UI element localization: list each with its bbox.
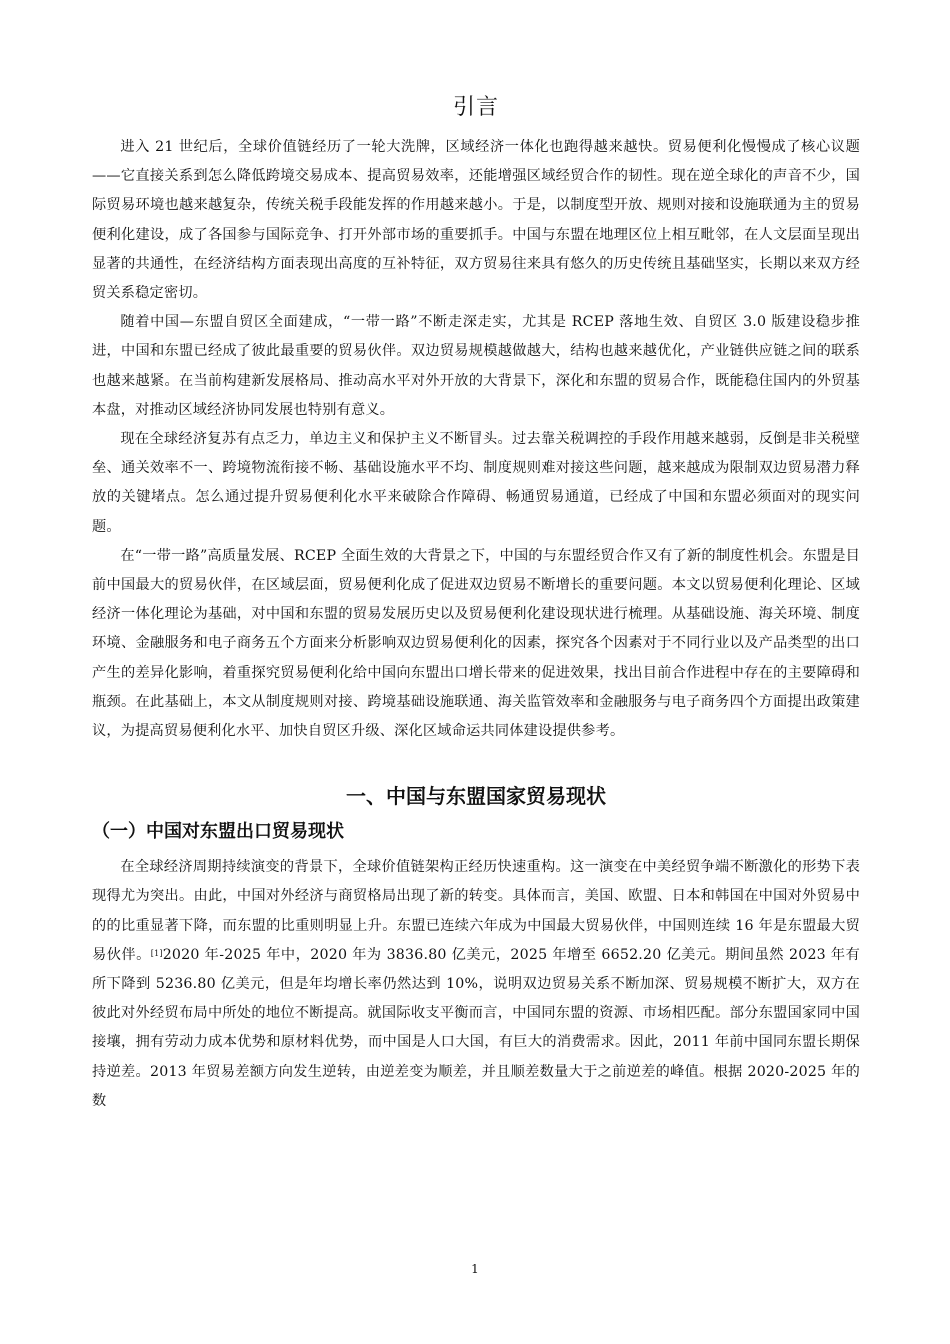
intro-paragraph-4: 在“一带一路”高质量发展、RCEP 全面生效的大背景之下，中国的与东盟经贸合作又有了新的制度性机会。东盟是目前中国最大的贸易伙伴，在区域层面，贸易便利化成了促进双边贸易不断增长的重要问题。本文以贸易便利化理论、区域经济一体化理论为基础，对中国和东盟的贸易发展历史以及贸易便利化建设现状进行梳理。从基础设施、海关环境、制度环境、金融服务和电子商务五个方面来分析影响双边贸易便利化的因素，探究各个因素对于不同行业以及产品类型的出口产生的差异化影响，着重探究贸易便利化给中国向东盟出口增长带来的促进效果，找出目前合作进程中存在的主要障碍和瓶颈。在此基础上，本文从制度规则对接、跨境基础设施联通、海关监管效率和金融服务与电子商务四个方面提出政策建议，为提高贸易便利化水平、加快自贸区升级、深化区域命运共同体建设提供参考。 [92,547,860,740]
citation-reference[interactable]: [1] [150,948,163,958]
chapter-heading: 一、中国与东盟国家贸易现状 [346,784,606,809]
section-heading: （一）中国对东盟出口贸易现状 [92,821,344,843]
section-text-after-ref: 2020 年-2025 年中，2020 年为 3836.80 亿美元，2025 年增至 6652.20 亿美元。期间虽然 2023 年有所下降到 5236.80 亿美元，但是年均增长率仍然达到 10%，说明双边贸易关系不断加深、贸易规模不断扩大，双方在彼此对外经贸布局中所处的地位不断提高。就国际收支平衡而言，中国同东盟的资源、市场相匹配。部分东盟国家同中国接壤，拥有劳动力成本优势和原材料优势，而中国是人口大国，有巨大的消费需求。因此，2011 年前中国同东盟长期保持逆差。2013 年贸易差额方向发生逆转，由逆差变为顺差，并且顺差数量大于之前逆差的峰值。根据 2020-2025 年的数 [92,946,860,1109]
intro-title: 引言 [452,95,499,120]
page-content [92,90,860,1116]
page-number: 1 [471,1262,479,1276]
intro-paragraph-1: 进入 21 世纪后，全球价值链经历了一轮大洗牌，区域经济一体化也跑得越来越快。贸易便利化慢慢成了核心议题——它直接关系到怎么降低跨境交易成本、提高贸易效率，还能增强区域经贸合作的韧性。现在逆全球化的声音不少，国际贸易环境也越来越复杂，传统关税手段能发挥的作用越来越小。于是，以制度型开放、规则对接和设施联通为主的贸易便利化建设，成了各国参与国际竞争、打开外部市场的重要抓手。中国与东盟在地理区位上相互毗邻，在人文层面呈现出显著的共通性，在经济结构方面表现出高度的互补特征，双方贸易往来具有悠久的历史传统且基础坚实，长期以来双方经贸关系稳定密切。 [92,139,860,302]
intro-paragraph-3: 现在全球经济复苏有点乏力，单边主义和保护主义不断冒头。过去靠关税调控的手段作用越来越弱，反倒是非关税壁垒、通关效率不一、跨境物流衔接不畅、基础设施水平不均、制度规则难对接这些问题，越来越成为限制双边贸易潜力释放的关键堵点。怎么通过提升贸易便利化水平来破除合作障碍、畅通贸易通道，已经成了中国和东盟必须面对的现实问题。 [92,431,860,535]
section-paragraph-1 [92,853,860,1116]
section-text-before-ref: 在全球经济周期持续演变的背景下，全球价值链架构正经历快速重构。这一演变在中美经贸争端不断激化的形势下表现得尤为突出。由此，中国对外经济与商贸格局出现了新的转变。具体而言，美国、欧盟、日本和韩国在中国对外贸易中的的比重显著下降，而东盟的比重则明显上升。东盟已连续六年成为中国最大贸易伙伴，中国则连续 16 年是东盟最大贸易伙伴。 [92,859,860,963]
intro-paragraph-2: 随着中国—东盟自贸区全面建成，“一带一路”不断走深走实，尤其是 RCEP 落地生效、自贸区 3.0 版建设稳步推进，中国和东盟已经成了彼此最重要的贸易伙伴。双边贸易规模越做越大，结构也越来越优化，产业链供应链之间的联系也越来越紧。在当前构建新发展格局、推动高水平对外开放的大背景下，深化和东盟的贸易合作，既能稳住国内的外贸基本盘，对推动区域经济协同发展也特别有意义。 [92,314,860,418]
